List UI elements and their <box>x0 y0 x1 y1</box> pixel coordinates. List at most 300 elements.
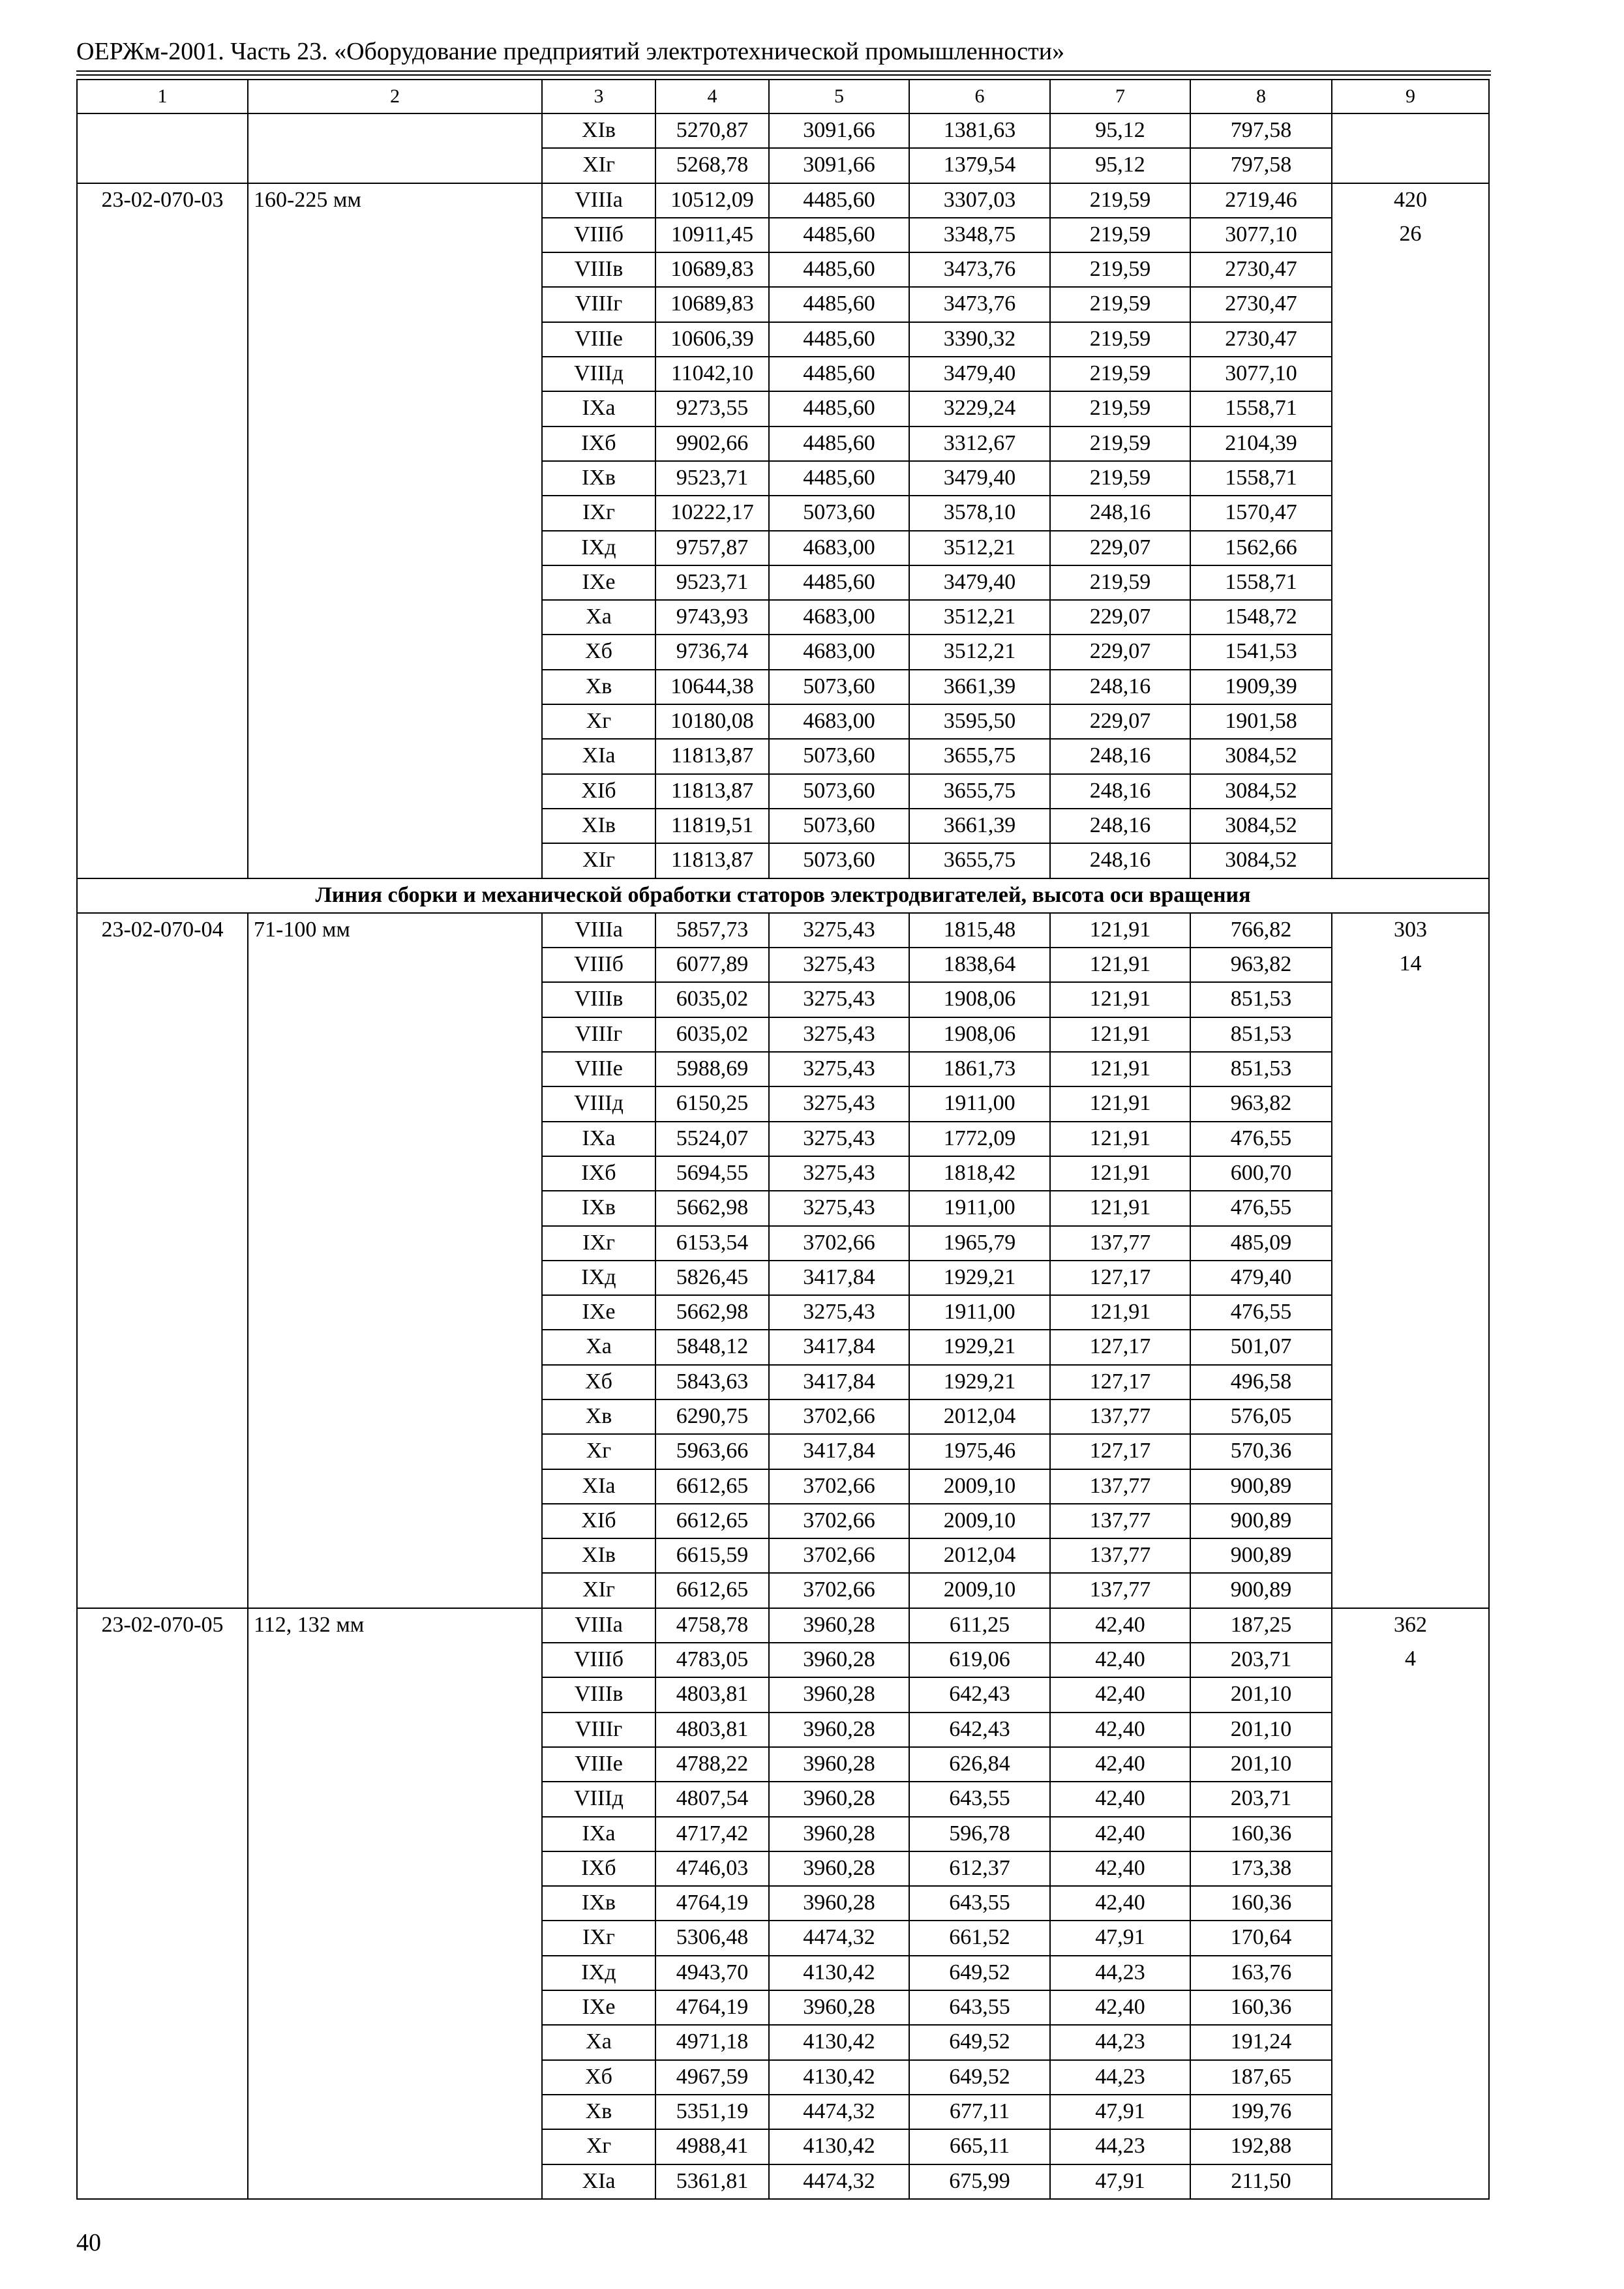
page-number: 40 <box>76 2229 101 2256</box>
cell-value: 4130,42 <box>769 2060 909 2095</box>
cell-value: 219,59 <box>1050 426 1190 461</box>
cell-value: 1570,47 <box>1190 496 1332 530</box>
cell-name <box>248 2129 542 2164</box>
table-row <box>77 739 1489 773</box>
cell-value: 137,77 <box>1050 1469 1190 1504</box>
cell-value: 3702,66 <box>769 1538 909 1573</box>
cell-value: 211,50 <box>1190 2164 1332 2199</box>
cell-name <box>248 1921 542 1955</box>
table-row <box>77 913 1489 948</box>
cell-code <box>77 600 248 635</box>
table-row <box>77 1330 1489 1364</box>
cell-value: 5073,60 <box>769 843 909 878</box>
cell-value: 3275,43 <box>769 1122 909 1156</box>
cell-col9 <box>1332 287 1489 322</box>
cell-code <box>77 809 248 843</box>
cell-code <box>77 1886 248 1921</box>
cell-value: 3960,28 <box>769 1886 909 1921</box>
table-row <box>77 322 1489 357</box>
cell-name <box>248 600 542 635</box>
cell-name <box>248 1399 542 1434</box>
cell-code <box>77 391 248 426</box>
cell-value: 248,16 <box>1050 739 1190 773</box>
table-row <box>77 183 1489 218</box>
cell-col9 <box>1332 357 1489 391</box>
table-row <box>77 948 1489 982</box>
cell-value: 611,25 <box>909 1608 1050 1643</box>
table-row <box>77 496 1489 530</box>
cell-value: 3077,10 <box>1190 218 1332 252</box>
cell-value: 4130,42 <box>769 2129 909 2164</box>
cell-code <box>77 704 248 739</box>
cell-value: 900,89 <box>1190 1573 1332 1608</box>
cell-group: Xб <box>542 2060 655 2095</box>
cell-value: 1929,21 <box>909 1261 1050 1295</box>
cell-value: 766,82 <box>1190 913 1332 948</box>
cell-value: 5073,60 <box>769 670 909 704</box>
cell-value: 1911,00 <box>909 1086 1050 1121</box>
cell-value: 1379,54 <box>909 148 1050 183</box>
cell-name <box>248 1017 542 1052</box>
column-number: 1 <box>77 80 248 113</box>
table-row <box>77 704 1489 739</box>
cell-col9: 26 <box>1332 218 1489 252</box>
cell-value: 600,70 <box>1190 1156 1332 1191</box>
cell-group: IXе <box>542 565 655 600</box>
cell-code <box>77 1817 248 1851</box>
cell-code <box>77 670 248 704</box>
cell-group: VIIIд <box>542 1086 655 1121</box>
cell-group: Xа <box>542 2025 655 2059</box>
cell-value: 121,91 <box>1050 913 1190 948</box>
cell-value: 1548,72 <box>1190 600 1332 635</box>
cell-group: VIIIв <box>542 982 655 1017</box>
cell-code <box>77 1643 248 1677</box>
cell-col9 <box>1332 496 1489 530</box>
cell-value: 2104,39 <box>1190 426 1332 461</box>
cell-name <box>248 1573 542 1608</box>
cell-value: 4485,60 <box>769 565 909 600</box>
cell-value: 3960,28 <box>769 1608 909 1643</box>
cell-col9 <box>1332 252 1489 287</box>
cell-name <box>248 2025 542 2059</box>
cell-name <box>248 1817 542 1851</box>
cell-value: 199,76 <box>1190 2095 1332 2129</box>
cell-value: 3960,28 <box>769 1782 909 1816</box>
cell-col9 <box>1332 1052 1489 1086</box>
cell-col9 <box>1332 739 1489 773</box>
cell-col9 <box>1332 1156 1489 1191</box>
header-rule <box>76 74 1491 76</box>
cell-value: 192,88 <box>1190 2129 1332 2164</box>
cell-col9 <box>1332 809 1489 843</box>
cell-value: 5843,63 <box>655 1365 769 1399</box>
cell-value: 6035,02 <box>655 1017 769 1052</box>
cell-value: 248,16 <box>1050 843 1190 878</box>
cell-value: 3702,66 <box>769 1399 909 1434</box>
table-row <box>77 1469 1489 1504</box>
cell-name <box>248 287 542 322</box>
cell-value: 4485,60 <box>769 461 909 496</box>
cell-group: XIв <box>542 113 655 148</box>
table-row <box>77 1538 1489 1573</box>
cell-value: 10222,17 <box>655 496 769 530</box>
cell-col9 <box>1332 1956 1489 1990</box>
cell-name <box>248 843 542 878</box>
cell-value: 121,91 <box>1050 1156 1190 1191</box>
table-row <box>77 600 1489 635</box>
cell-code <box>77 1052 248 1086</box>
header-rule <box>76 70 1491 72</box>
cell-value: 4485,60 <box>769 357 909 391</box>
cell-group: VIIIб <box>542 218 655 252</box>
cell-name <box>248 322 542 357</box>
cell-group: IXа <box>542 1817 655 1851</box>
cell-value: 5662,98 <box>655 1295 769 1330</box>
cell-code <box>77 739 248 773</box>
cell-col9 <box>1332 1086 1489 1121</box>
cell-code <box>77 635 248 669</box>
cell-code <box>77 1782 248 1816</box>
cell-name <box>248 739 542 773</box>
cell-value: 596,78 <box>909 1817 1050 1851</box>
cell-col9 <box>1332 1226 1489 1261</box>
column-number: 5 <box>769 80 909 113</box>
cell-value: 6035,02 <box>655 982 769 1017</box>
cell-group: IXв <box>542 461 655 496</box>
cell-code <box>77 948 248 982</box>
cell-group: VIIIа <box>542 1608 655 1643</box>
cell-value: 851,53 <box>1190 1017 1332 1052</box>
cell-code <box>77 287 248 322</box>
cell-value: 4967,59 <box>655 2060 769 2095</box>
cell-value: 5694,55 <box>655 1156 769 1191</box>
table-row <box>77 843 1489 878</box>
cell-name <box>248 2060 542 2095</box>
cell-value: 3512,21 <box>909 635 1050 669</box>
cell-code <box>77 496 248 530</box>
cell-name <box>248 148 542 183</box>
cell-col9 <box>1332 1747 1489 1782</box>
cell-value: 6153,54 <box>655 1226 769 1261</box>
cell-group: VIIIб <box>542 948 655 982</box>
cell-name <box>248 218 542 252</box>
cell-value: 4485,60 <box>769 183 909 218</box>
cell-name: 71-100 мм <box>248 913 542 948</box>
cell-value: 4474,32 <box>769 2164 909 2199</box>
cell-col9 <box>1332 1713 1489 1747</box>
cell-name <box>248 357 542 391</box>
table-row <box>77 635 1489 669</box>
cell-value: 619,06 <box>909 1643 1050 1677</box>
table-row <box>77 1191 1489 1225</box>
cell-value: 2719,46 <box>1190 183 1332 218</box>
cell-value: 3473,76 <box>909 252 1050 287</box>
cell-value: 5826,45 <box>655 1261 769 1295</box>
cell-value: 121,91 <box>1050 1295 1190 1330</box>
cell-value: 44,23 <box>1050 2060 1190 2095</box>
cell-value: 963,82 <box>1190 948 1332 982</box>
cell-value: 9523,71 <box>655 565 769 600</box>
cell-value: 3084,52 <box>1190 843 1332 878</box>
cell-col9 <box>1332 148 1489 183</box>
cell-value: 3595,50 <box>909 704 1050 739</box>
cell-col9 <box>1332 1017 1489 1052</box>
cell-group: Xв <box>542 2095 655 2129</box>
cell-name <box>248 113 542 148</box>
cell-value: 219,59 <box>1050 218 1190 252</box>
cell-value: 3960,28 <box>769 1851 909 1886</box>
column-number: 7 <box>1050 80 1190 113</box>
cell-name <box>248 1990 542 2025</box>
cell-name <box>248 1226 542 1261</box>
table-row <box>77 1017 1489 1052</box>
cell-col9 <box>1332 1677 1489 1712</box>
cell-col9 <box>1332 531 1489 565</box>
cell-value: 1929,21 <box>909 1365 1050 1399</box>
cell-value: 642,43 <box>909 1713 1050 1747</box>
cell-code <box>77 1538 248 1573</box>
cell-value: 160,36 <box>1190 1817 1332 1851</box>
cell-group: VIIIе <box>542 1747 655 1782</box>
cell-value: 1558,71 <box>1190 565 1332 600</box>
cell-value: 3275,43 <box>769 1052 909 1086</box>
cell-code <box>77 843 248 878</box>
cell-value: 2730,47 <box>1190 322 1332 357</box>
cell-value: 9273,55 <box>655 391 769 426</box>
cell-value: 3091,66 <box>769 113 909 148</box>
cell-value: 479,40 <box>1190 1261 1332 1295</box>
cell-code <box>77 2129 248 2164</box>
cell-group: IXг <box>542 1226 655 1261</box>
cell-value: 3578,10 <box>909 496 1050 530</box>
table-row <box>77 1886 1489 1921</box>
price-table <box>76 79 1490 2200</box>
cell-value: 160,36 <box>1190 1886 1332 1921</box>
cell-name <box>248 1261 542 1295</box>
cell-group: VIIIв <box>542 252 655 287</box>
table-row <box>77 2129 1489 2164</box>
cell-group: IXг <box>542 1921 655 1955</box>
cell-col9 <box>1332 1330 1489 1364</box>
cell-value: 42,40 <box>1050 1886 1190 1921</box>
cell-value: 121,91 <box>1050 1086 1190 1121</box>
cell-value: 4717,42 <box>655 1817 769 1851</box>
cell-value: 3417,84 <box>769 1330 909 1364</box>
cell-col9 <box>1332 982 1489 1017</box>
cell-col9 <box>1332 1921 1489 1955</box>
table-row <box>77 1747 1489 1782</box>
cell-value: 4783,05 <box>655 1643 769 1677</box>
cell-value: 2009,10 <box>909 1504 1050 1538</box>
cell-value: 4485,60 <box>769 287 909 322</box>
cell-value: 121,91 <box>1050 1017 1190 1052</box>
cell-value: 137,77 <box>1050 1226 1190 1261</box>
table-row <box>77 982 1489 1017</box>
cell-value: 570,36 <box>1190 1434 1332 1469</box>
cell-col9 <box>1332 843 1489 878</box>
column-number: 8 <box>1190 80 1332 113</box>
cell-col9 <box>1332 426 1489 461</box>
cell-value: 170,64 <box>1190 1921 1332 1955</box>
cell-code <box>77 1921 248 1955</box>
cell-value: 10512,09 <box>655 183 769 218</box>
cell-col9 <box>1332 1886 1489 1921</box>
cell-name <box>248 426 542 461</box>
cell-value: 5524,07 <box>655 1122 769 1156</box>
cell-name <box>248 1713 542 1747</box>
table-row <box>77 1817 1489 1851</box>
cell-code <box>77 1365 248 1399</box>
cell-value: 3275,43 <box>769 948 909 982</box>
cell-code <box>77 1434 248 1469</box>
table-row <box>77 1643 1489 1677</box>
column-number-row <box>77 80 1489 113</box>
cell-value: 248,16 <box>1050 774 1190 809</box>
cell-value: 42,40 <box>1050 1851 1190 1886</box>
cell-value: 501,07 <box>1190 1330 1332 1364</box>
cell-code <box>77 1851 248 1886</box>
cell-name <box>248 2095 542 2129</box>
cell-value: 10644,38 <box>655 670 769 704</box>
cell-value: 963,82 <box>1190 1086 1332 1121</box>
cell-value: 219,59 <box>1050 287 1190 322</box>
table-row <box>77 2095 1489 2129</box>
cell-value: 3655,75 <box>909 739 1050 773</box>
cell-value: 4788,22 <box>655 1747 769 1782</box>
cell-value: 851,53 <box>1190 982 1332 1017</box>
cell-value: 2012,04 <box>909 1399 1050 1434</box>
cell-value: 121,91 <box>1050 948 1190 982</box>
cell-value: 229,07 <box>1050 635 1190 669</box>
cell-value: 1772,09 <box>909 1122 1050 1156</box>
cell-code <box>77 531 248 565</box>
cell-value: 5073,60 <box>769 739 909 773</box>
cell-value: 10606,39 <box>655 322 769 357</box>
cell-value: 248,16 <box>1050 670 1190 704</box>
cell-code <box>77 1191 248 1225</box>
cell-value: 219,59 <box>1050 565 1190 600</box>
cell-col9 <box>1332 2060 1489 2095</box>
cell-value: 42,40 <box>1050 1608 1190 1643</box>
cell-name <box>248 1677 542 1712</box>
cell-group: VIIIд <box>542 1782 655 1816</box>
cell-value: 229,07 <box>1050 704 1190 739</box>
cell-value: 643,55 <box>909 1990 1050 2025</box>
cell-col9: 4 <box>1332 1643 1489 1677</box>
cell-value: 3091,66 <box>769 148 909 183</box>
cell-name <box>248 1365 542 1399</box>
table-row <box>77 1713 1489 1747</box>
cell-value: 6615,59 <box>655 1538 769 1573</box>
cell-group: XIг <box>542 843 655 878</box>
cell-col9 <box>1332 1261 1489 1295</box>
table-row <box>77 774 1489 809</box>
cell-group: VIIIе <box>542 322 655 357</box>
cell-value: 3084,52 <box>1190 774 1332 809</box>
cell-col9: 362 <box>1332 1608 1489 1643</box>
cell-value: 2730,47 <box>1190 287 1332 322</box>
cell-value: 10911,45 <box>655 218 769 252</box>
cell-value: 9743,93 <box>655 600 769 635</box>
cell-value: 4746,03 <box>655 1851 769 1886</box>
cell-value: 5988,69 <box>655 1052 769 1086</box>
cell-value: 3702,66 <box>769 1226 909 1261</box>
cell-value: 44,23 <box>1050 2025 1190 2059</box>
cell-value: 127,17 <box>1050 1365 1190 1399</box>
cell-value: 6612,65 <box>655 1573 769 1608</box>
cell-value: 1861,73 <box>909 1052 1050 1086</box>
cell-value: 3084,52 <box>1190 739 1332 773</box>
cell-code <box>77 1747 248 1782</box>
cell-group: VIIIб <box>542 1643 655 1677</box>
cell-value: 1838,64 <box>909 948 1050 982</box>
cell-col9 <box>1332 2129 1489 2164</box>
cell-col9 <box>1332 635 1489 669</box>
cell-col9 <box>1332 1399 1489 1434</box>
table-row <box>77 148 1489 183</box>
cell-col9 <box>1332 2095 1489 2129</box>
cell-group: Xг <box>542 704 655 739</box>
cell-value: 797,58 <box>1190 148 1332 183</box>
cell-group: VIIIв <box>542 1677 655 1712</box>
cell-value: 219,59 <box>1050 357 1190 391</box>
cell-value: 900,89 <box>1190 1504 1332 1538</box>
cell-value: 4803,81 <box>655 1713 769 1747</box>
cell-value: 3473,76 <box>909 287 1050 322</box>
cell-group: IXа <box>542 391 655 426</box>
cell-code <box>77 2060 248 2095</box>
cell-value: 47,91 <box>1050 2164 1190 2199</box>
cell-value: 476,55 <box>1190 1122 1332 1156</box>
cell-code <box>77 2025 248 2059</box>
table-row <box>77 1086 1489 1121</box>
table-row <box>77 2025 1489 2059</box>
cell-col9 <box>1332 1504 1489 1538</box>
section-row <box>77 878 1489 913</box>
cell-value: 248,16 <box>1050 496 1190 530</box>
cell-name <box>248 531 542 565</box>
cell-value: 3479,40 <box>909 357 1050 391</box>
cell-value: 5963,66 <box>655 1434 769 1469</box>
cell-name <box>248 2164 542 2199</box>
cell-value: 187,25 <box>1190 1608 1332 1643</box>
cell-group: Xв <box>542 670 655 704</box>
cell-value: 219,59 <box>1050 252 1190 287</box>
cell-name <box>248 809 542 843</box>
cell-name <box>248 1643 542 1677</box>
table-row <box>77 1399 1489 1434</box>
cell-name: 160-225 мм <box>248 183 542 218</box>
table-row <box>77 1956 1489 1990</box>
cell-value: 3960,28 <box>769 1713 909 1747</box>
cell-col9 <box>1332 391 1489 426</box>
cell-value: 219,59 <box>1050 322 1190 357</box>
cell-value: 187,65 <box>1190 2060 1332 2095</box>
cell-code <box>77 774 248 809</box>
cell-value: 47,91 <box>1050 2095 1190 2129</box>
cell-value: 160,36 <box>1190 1990 1332 2025</box>
cell-name <box>248 704 542 739</box>
cell-value: 2009,10 <box>909 1469 1050 1504</box>
column-number: 2 <box>248 80 542 113</box>
cell-value: 3390,32 <box>909 322 1050 357</box>
cell-value: 121,91 <box>1050 1122 1190 1156</box>
cell-value: 229,07 <box>1050 600 1190 635</box>
cell-code <box>77 1956 248 1990</box>
table-row <box>77 531 1489 565</box>
cell-col9 <box>1332 1990 1489 2025</box>
